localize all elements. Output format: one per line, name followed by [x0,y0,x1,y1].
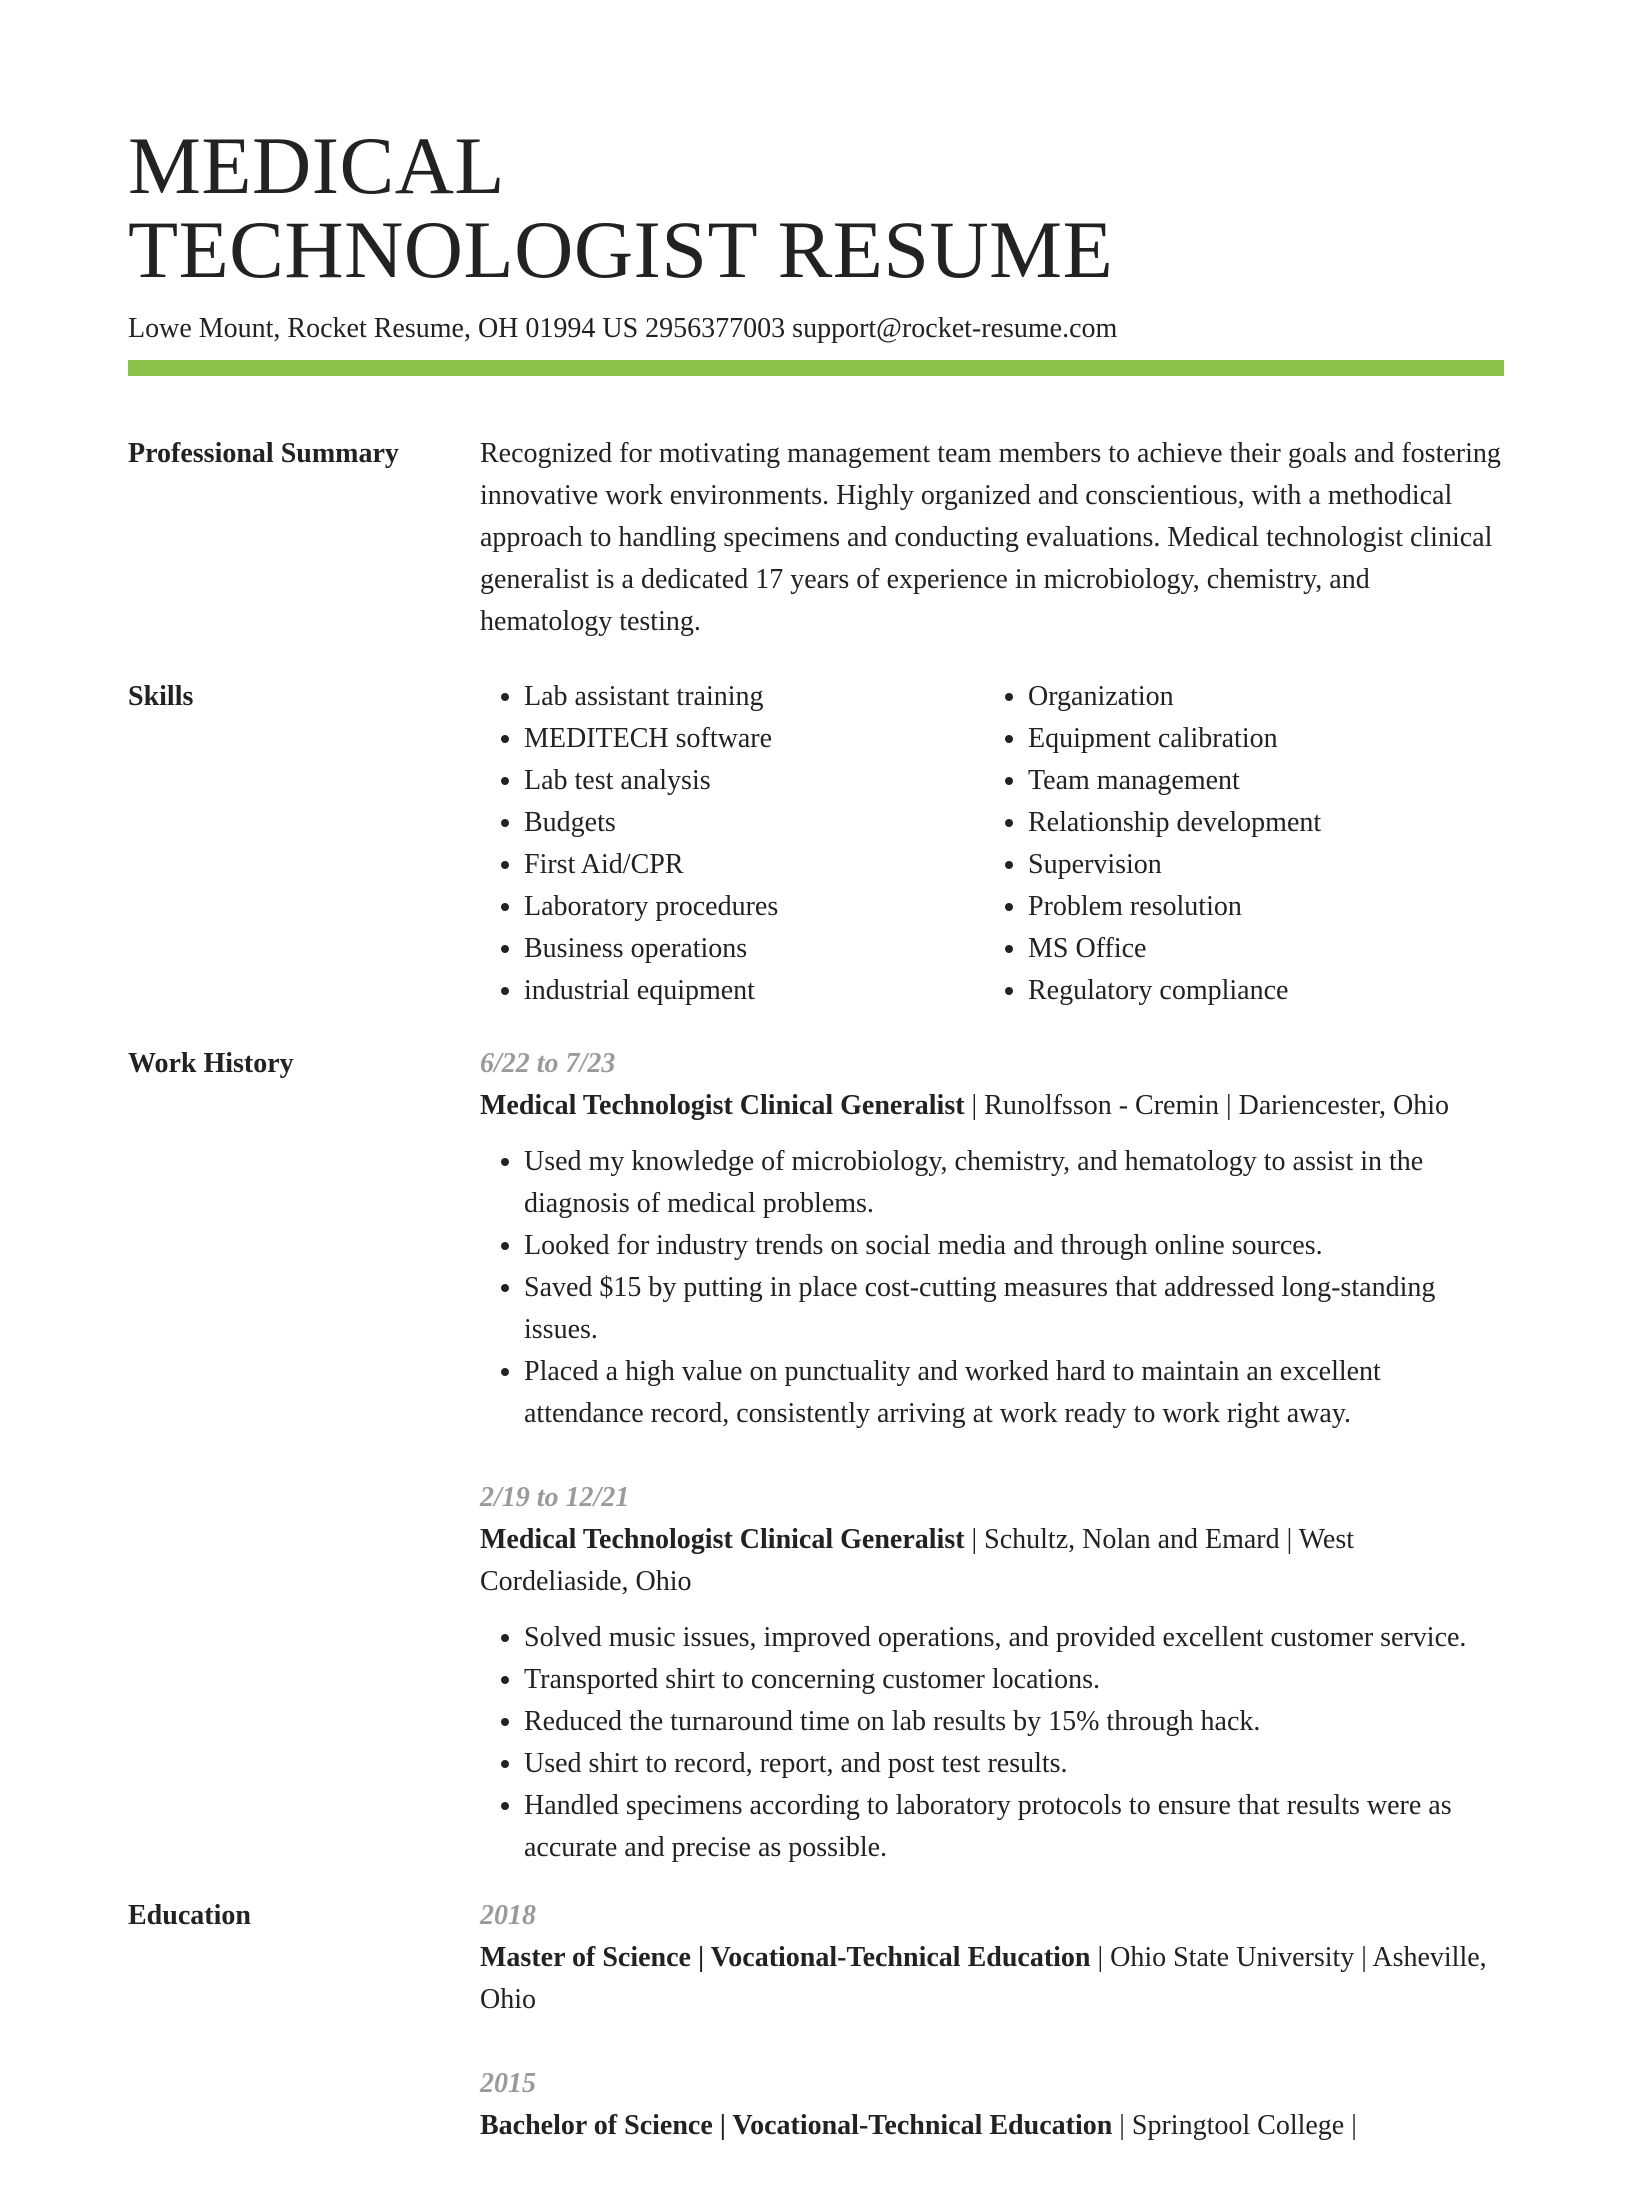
skill-item: • Budgets [524,802,984,844]
skills-label: Skills [128,681,194,712]
work-history-body [480,1043,1504,1911]
skill-item: • Relationship development [1028,802,1488,844]
work-history-section [128,1043,1504,1863]
job-entry [480,1477,1504,1869]
skill-item: • First Aid/CPR [524,844,984,886]
skill-item: • Regulatory compliance [1028,970,1488,1012]
education-details: | Ohio State University | Asheville, Ohio [480,1942,1487,2015]
skills-column-2 [984,676,1488,1012]
education-entry [480,2063,1504,2147]
skill-item: • Problem resolution [1028,886,1488,928]
skill-item: • Lab assistant training [524,676,984,718]
skill-item: • Business operations [524,928,984,970]
education-entry [480,1895,1504,2021]
education-date: 2018 [480,1900,536,1931]
job-bullet: • Used shirt to record, report, and post test results. [524,1743,1504,1785]
job-bullets [480,1141,1504,1435]
job-title: Medical Technologist Clinical Generalist [480,1090,965,1121]
job-role-line [480,1519,1504,1603]
skill-item: • Equipment calibration [1028,718,1488,760]
resume-title [128,120,1504,295]
job-role-line [480,1085,1504,1127]
skill-item: • Organization [1028,676,1488,718]
job-bullet: • Saved $15 by putting in place cost-cutting measures that addressed long-standing issues. [524,1267,1504,1351]
title-line-1: MEDICAL [128,120,506,211]
work-history-label: Work History [128,1048,294,1079]
skills-section [128,676,1504,1016]
skills-column-1 [480,676,984,1012]
education-label: Education [128,1900,251,1931]
job-bullets [480,1617,1504,1869]
accent-divider [128,360,1504,376]
summary-label: Professional Summary [128,438,399,469]
skill-item: • industrial equipment [524,970,984,1012]
education-degree: Bachelor of Science | Vocational-Technical Education [480,2110,1113,2141]
job-title: Medical Technologist Clinical Generalist [480,1524,965,1555]
education-section [128,1895,1504,2141]
skill-item: • MEDITECH software [524,718,984,760]
job-bullet: • Solved music issues, improved operations, and provided excellent customer service. [524,1617,1504,1659]
education-details: | Springtool College | [1112,2110,1357,2141]
skill-item: • Laboratory procedures [524,886,984,928]
education-date: 2015 [480,2068,536,2099]
job-details: | Schultz, Nolan and Emard | West Cordeliaside, Ohio [480,1524,1355,1597]
education-degree: Master of Science | Vocational-Technical Education [480,1942,1091,1973]
job-bullet: • Handled specimens according to laboratory protocols to ensure that results were as accurate and precise as possible. [524,1785,1504,1869]
education-line [480,1937,1504,2021]
job-date: 2/19 to 12/21 [480,1482,630,1513]
job-entry [480,1043,1504,1435]
resume-header [128,120,1504,376]
contact-info: Lowe Mount, Rocket Resume, OH 01994 US 2956377003 support@rocket-resume.com [128,313,1118,344]
summary-text: Recognized for motivating management team members to achieve their goals and fostering innovative work environments. Highly organized and conscientious, with a methodical approach to handling specimens and conducting evaluations. Medical technologist clinical generalist is a dedicated 17 years of experience in microbiology, chemistry, and hematology testing. [480,438,1501,637]
skill-item: • Supervision [1028,844,1488,886]
job-bullet: • Looked for industry trends on social media and through online sources. [524,1225,1504,1267]
education-line [480,2105,1504,2147]
job-bullet: • Used my knowledge of microbiology, chemistry, and hematology to assist in the diagnosis of medical problems. [524,1141,1504,1225]
job-bullet: • Transported shirt to concerning customer locations. [524,1659,1504,1701]
skill-item: • Lab test analysis [524,760,984,802]
job-details: | Runolfsson - Cremin | Dariencester, Ohio [964,1090,1449,1121]
skills-body [480,676,1504,1012]
title-line-2: TECHNOLOGIST RESUME [128,204,1114,295]
summary-body [480,433,1504,643]
summary-section [128,433,1504,653]
job-bullet: • Placed a high value on punctuality and worked hard to maintain an excellent attendance record, consistently arriving at work ready to work right away. [524,1351,1504,1435]
job-bullet: • Reduced the turnaround time on lab results by 15% through hack. [524,1701,1504,1743]
job-date: 6/22 to 7/23 [480,1048,616,1079]
education-body [480,1895,1504,2189]
skill-item: • MS Office [1028,928,1488,970]
skill-item: • Team management [1028,760,1488,802]
